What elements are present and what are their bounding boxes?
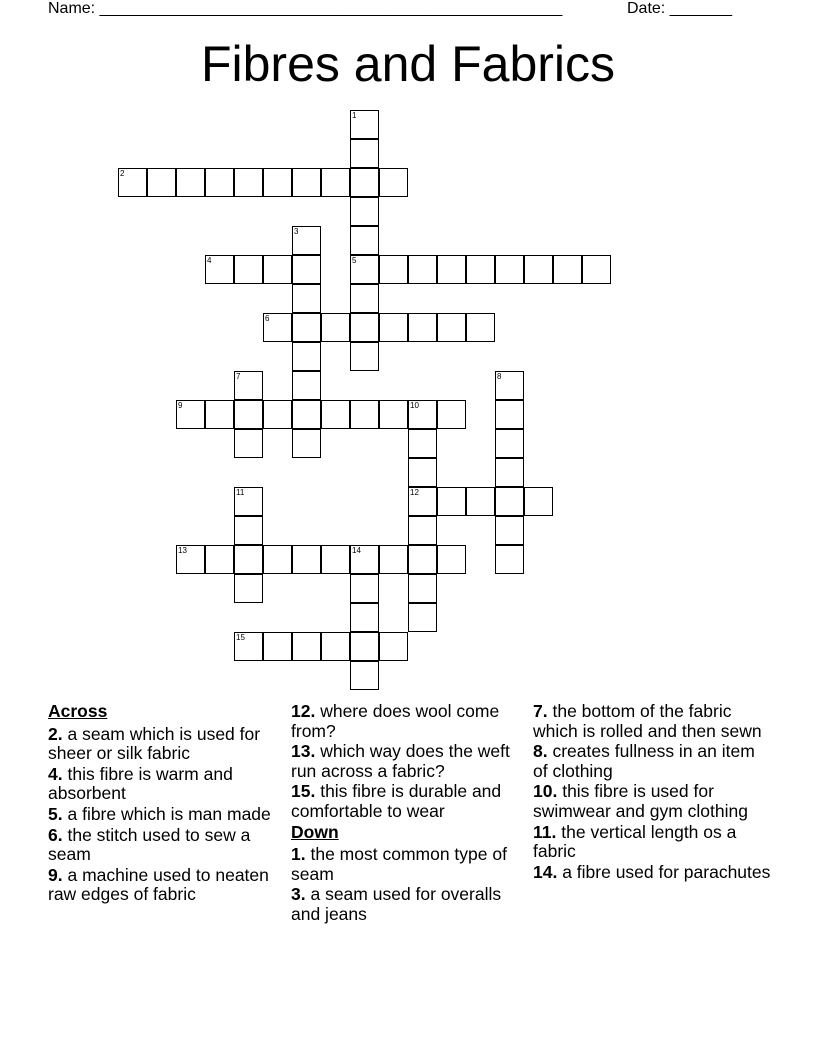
clues-column-1 [48, 702, 288, 906]
grid-cell[interactable] [466, 255, 495, 284]
clue-number: 10 [410, 401, 419, 410]
grid-cell[interactable] [263, 400, 292, 429]
grid-cell[interactable] [495, 371, 524, 400]
grid-cell[interactable] [292, 226, 321, 255]
grid-cell[interactable] [234, 429, 263, 458]
grid-cell[interactable] [234, 574, 263, 603]
grid-cell[interactable] [263, 545, 292, 574]
clue-across-13: 13. which way does the weft run across a fabric? [291, 741, 510, 781]
grid-cell[interactable] [321, 313, 350, 342]
clue-number: 11 [236, 488, 245, 497]
grid-cell[interactable] [321, 545, 350, 574]
clue-number: 15 [236, 633, 245, 642]
clue-number: 2 [120, 169, 125, 178]
page-title: Fibres and Fabrics [200, 36, 616, 92]
grid-cell[interactable] [379, 313, 408, 342]
grid-cell[interactable] [263, 632, 292, 661]
clue-down-8: 8. creates fullness in an item of clothing [533, 741, 755, 781]
clue-down-14: 14. a fibre used for parachutes [533, 861, 771, 882]
grid-cell[interactable] [321, 168, 350, 197]
clue-across-5: 5. a fibre which is man made [48, 803, 271, 824]
grid-cell[interactable] [292, 342, 321, 371]
grid-cell[interactable] [234, 632, 263, 661]
grid-cell[interactable] [292, 168, 321, 197]
grid-cell[interactable] [408, 516, 437, 545]
grid-cell[interactable] [292, 545, 321, 574]
grid-cell[interactable] [205, 168, 234, 197]
clue-number: 12 [410, 488, 419, 497]
grid-cell[interactable] [205, 545, 234, 574]
grid-cell[interactable] [408, 429, 437, 458]
grid-cell[interactable] [379, 255, 408, 284]
grid-cell[interactable] [379, 632, 408, 661]
grid-cell[interactable] [350, 197, 379, 226]
clue-across-9: 9. a machine used to neaten raw edges of fabric [48, 864, 269, 905]
grid-cell[interactable] [437, 313, 466, 342]
grid-cell[interactable] [147, 168, 176, 197]
grid-cell[interactable] [234, 255, 263, 284]
clue-down-7: 7. the bottom of the fabric which is rolled and then sewn [533, 701, 762, 741]
grid-cell[interactable] [408, 400, 437, 429]
grid-cell[interactable] [350, 400, 379, 429]
grid-cell[interactable] [350, 255, 379, 284]
clue-number: 9 [178, 401, 183, 410]
clues-column-2 [291, 702, 527, 926]
grid-cell[interactable] [176, 545, 205, 574]
grid-cell[interactable] [350, 632, 379, 661]
grid-cell[interactable] [495, 458, 524, 487]
grid-cell[interactable] [205, 255, 234, 284]
grid-cell[interactable] [292, 255, 321, 284]
grid-cell[interactable] [408, 603, 437, 632]
clue-number: 8 [497, 372, 502, 381]
grid-cell[interactable] [292, 632, 321, 661]
grid-cell[interactable] [495, 429, 524, 458]
grid-cell[interactable] [118, 168, 147, 197]
clue-number: 6 [265, 314, 270, 323]
grid-cell[interactable] [263, 168, 292, 197]
grid-cell[interactable] [350, 661, 379, 690]
clue-down-1: 1. the most common type of seam [291, 844, 507, 884]
grid-cell[interactable] [379, 545, 408, 574]
grid-cell[interactable] [408, 458, 437, 487]
clue-number: 1 [352, 111, 357, 120]
grid-cell[interactable] [234, 400, 263, 429]
grid-cell[interactable] [495, 545, 524, 574]
grid-cell[interactable] [466, 487, 495, 516]
grid-cell[interactable] [350, 342, 379, 371]
grid-cell[interactable] [582, 255, 611, 284]
clue-across-15: 15. this fibre is durable and comfortable to wear [291, 781, 502, 821]
grid-cell[interactable] [263, 313, 292, 342]
grid-cell[interactable] [292, 371, 321, 400]
clue-number: 14 [352, 546, 361, 555]
grid-cell[interactable] [234, 487, 263, 516]
grid-cell[interactable] [263, 255, 292, 284]
name-line: Name: ____________________________________________________ [48, 0, 563, 17]
clue-down-10: 10. this fibre is used for swimwear and gym clothing [533, 781, 748, 821]
clue-number: 3 [294, 227, 299, 236]
grid-cell[interactable] [350, 168, 379, 197]
clue-across-4: 4. this fibre is warm and absorbent [48, 763, 233, 804]
grid-cell[interactable] [292, 313, 321, 342]
grid-cell[interactable] [437, 255, 466, 284]
down-heading: Down [291, 821, 339, 842]
clue-number: 7 [236, 372, 241, 381]
grid-cell[interactable] [234, 545, 263, 574]
grid-cell[interactable] [350, 139, 379, 168]
clue-across-12: 12. where does wool come from? [291, 701, 500, 741]
grid-cell[interactable] [234, 371, 263, 400]
clue-across-2: 2. a seam which is used for sheer or silk fabric [48, 723, 261, 764]
grid-cell[interactable] [234, 516, 263, 545]
across-heading: Across [48, 701, 108, 721]
grid-cell[interactable] [292, 284, 321, 313]
grid-cell[interactable] [408, 313, 437, 342]
grid-cell[interactable] [495, 400, 524, 429]
clue-number: 4 [207, 256, 212, 265]
grid-cell[interactable] [437, 545, 466, 574]
grid-cell[interactable] [350, 574, 379, 603]
grid-cell[interactable] [408, 574, 437, 603]
grid-cell[interactable] [408, 255, 437, 284]
grid-cell[interactable] [292, 400, 321, 429]
grid-cell[interactable] [350, 284, 379, 313]
grid-cell[interactable] [350, 603, 379, 632]
clue-number: 13 [178, 546, 187, 555]
grid-cell[interactable] [379, 400, 408, 429]
grid-cell[interactable] [176, 168, 205, 197]
clue-down-3: 3. a seam used for overalls and jeans [291, 884, 502, 924]
grid-cell[interactable] [350, 226, 379, 255]
grid-cell[interactable] [321, 400, 350, 429]
grid-cell[interactable] [350, 313, 379, 342]
grid-cell[interactable] [350, 110, 379, 139]
grid-cell[interactable] [408, 545, 437, 574]
grid-cell[interactable] [466, 313, 495, 342]
grid-cell[interactable] [437, 400, 466, 429]
grid-cell[interactable] [495, 487, 524, 516]
grid-cell[interactable] [437, 487, 466, 516]
grid-cell[interactable] [379, 168, 408, 197]
grid-cell[interactable] [524, 487, 553, 516]
grid-cell[interactable] [321, 632, 350, 661]
clues-column-3 [533, 702, 773, 883]
grid-cell[interactable] [495, 516, 524, 545]
grid-cell[interactable] [553, 255, 582, 284]
grid-cell[interactable] [292, 429, 321, 458]
grid-cell[interactable] [176, 400, 205, 429]
clue-across-6: 6. the stitch used to sew a seam [48, 824, 251, 865]
clue-down-11: 11. the vertical length os a fabric [533, 821, 737, 862]
grid-cell[interactable] [408, 487, 437, 516]
clue-number: 5 [352, 256, 357, 265]
grid-cell[interactable] [524, 255, 553, 284]
grid-cell[interactable] [234, 168, 263, 197]
date-line: Date: _______ [627, 0, 732, 17]
grid-cell[interactable] [350, 545, 379, 574]
grid-cell[interactable] [205, 400, 234, 429]
grid-cell[interactable] [495, 255, 524, 284]
